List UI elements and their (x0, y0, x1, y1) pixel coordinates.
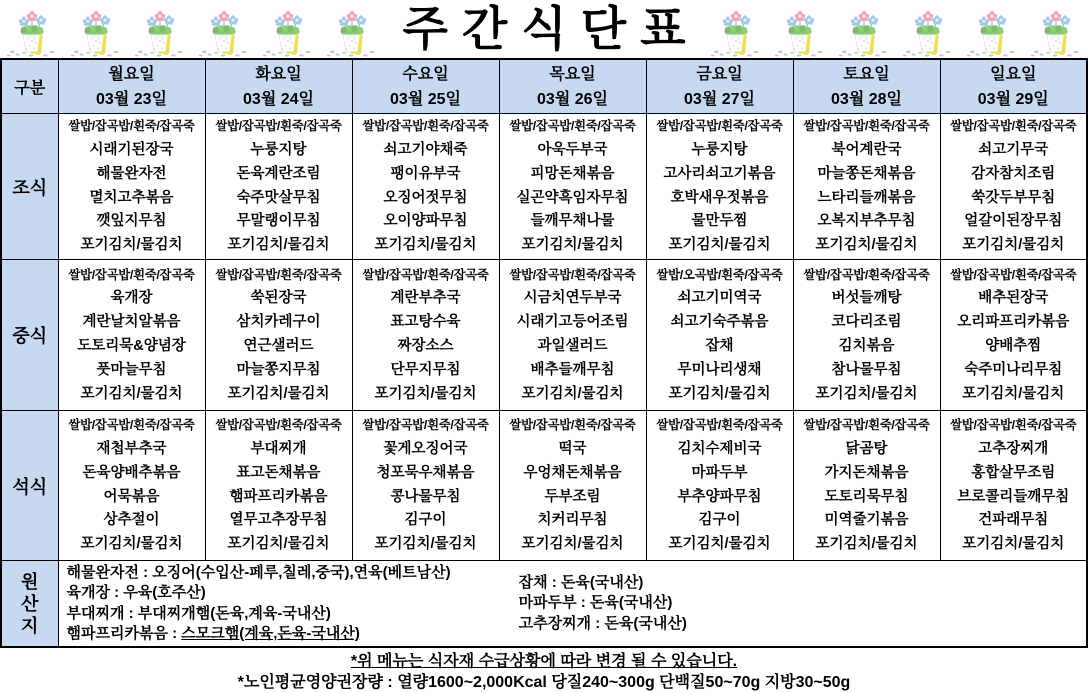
day-header-5 (646, 59, 793, 114)
menu-item: 오복지부추무침 (817, 213, 916, 230)
origin-label-char: 산 (21, 593, 39, 614)
menu-item: 재첩부추국 (96, 440, 167, 457)
corner-header: 구분 (1, 59, 58, 114)
menu-item: 육개장 (110, 290, 153, 307)
menu-item: 김구이 (404, 512, 447, 529)
menu-item: 코다리조림 (831, 314, 902, 331)
menu-item: 쇠고기숙주볶음 (670, 314, 769, 331)
menu-item: 쌀밥/잡곡밥/흰죽/잡곡죽 (362, 418, 489, 433)
menu-cell-dinner-day6 (793, 411, 940, 561)
menu-item: 멸치고추볶음 (89, 189, 174, 206)
menu-item: 포기김치/물김치 (962, 237, 1065, 254)
origin-item: 육개장 : 우육(호주산) (66, 584, 206, 601)
origin-row (1, 561, 1087, 648)
flower-pot-icon (709, 8, 763, 58)
menu-cell-breakfast-day2 (205, 114, 352, 260)
flower-pot-icon (133, 8, 187, 58)
menu-item: 건파래무침 (978, 512, 1049, 529)
menu-item: 쌀밥/잡곡밥/흰죽/잡곡죽 (68, 418, 195, 433)
menu-item: 쑥갓두부무침 (971, 189, 1056, 206)
menu-item: 쌀밥/잡곡밥/흰죽/잡곡죽 (68, 119, 195, 134)
menu-item: 연근샐러드 (243, 338, 314, 354)
origin-item: 해물완자전 : 오징어(수입산-페루,칠레,중국),연육(베트남산) (66, 563, 451, 581)
menu-item: 돈육양배추볶음 (82, 464, 181, 481)
menu-item: 포기김치/물김치 (962, 536, 1065, 553)
menu-item: 쌀밥/잡곡밥/흰죽/잡곡죽 (950, 418, 1077, 433)
menu-item: 홍합살무조림 (971, 464, 1056, 481)
menu-item: 쌀밥/잡곡밥/흰죽/잡곡죽 (950, 267, 1077, 282)
menu-item: 포기김치/물김치 (374, 237, 477, 254)
menu-item: 들깨무채나물 (530, 213, 615, 230)
menu-item: 풋마늘무침 (96, 361, 167, 378)
menu-item: 포기김치/물김치 (227, 385, 330, 402)
menu-item: 잡채 (705, 338, 734, 354)
menu-item: 미역줄기볶음 (824, 512, 909, 529)
flower-pot (900, 4, 956, 58)
menu-item: 누룽지탕 (250, 141, 307, 158)
flower-pot (964, 4, 1020, 58)
menu-item: 포기김치/물김치 (962, 385, 1065, 402)
menu-item: 시금치연두부국 (523, 290, 622, 307)
footer-note-nutrition: *노인평균영양권장량 : 열량1600~2,000Kcal 당질240~300g 단백질50~70g 지방30~50g (237, 674, 851, 691)
menu-item: 포기김치/물김치 (668, 237, 771, 254)
origin-item: 마파두부 : 돈육(국내산) (518, 594, 673, 612)
menu-item: 어묵볶음 (103, 488, 160, 505)
menu-item: 북어계란국 (831, 141, 902, 158)
day-date: 03월 28일 (831, 91, 902, 108)
menu-item: 느타리들깨볶음 (817, 189, 916, 206)
menu-cell-lunch-day1 (58, 260, 205, 411)
top-decoration-band (0, 0, 1088, 58)
menu-item: 쌀밥/잡곡밥/흰죽/잡곡죽 (215, 119, 342, 134)
menu-item: 상추절이 (103, 512, 160, 529)
menu-cell-lunch-day2 (205, 260, 352, 411)
menu-item: 참나물무침 (831, 361, 902, 378)
row-label-lunch: 중식 (1, 260, 58, 411)
flower-pot-icon (5, 8, 59, 58)
origin-label-char: 원 (21, 571, 39, 592)
flower-pot (4, 4, 60, 58)
day-header-3 (352, 59, 499, 114)
flower-pot-icon (325, 8, 379, 58)
menu-item: 가지돈채볶음 (824, 464, 909, 481)
meal-row-breakfast (1, 114, 1087, 260)
menu-item: 쌀밥/잡곡밥/흰죽/잡곡죽 (215, 418, 342, 433)
menu-item: 떡국 (558, 440, 587, 457)
menu-item: 실곤약흑임자무침 (516, 189, 629, 206)
page-title: 주간식단표 (402, 2, 700, 55)
menu-item: 김구이 (698, 512, 741, 529)
flower-pot-icon (837, 8, 891, 58)
menu-item: 표고돈채볶음 (236, 464, 321, 481)
menu-item: 도토리묵무침 (824, 488, 909, 505)
flower-pot (772, 4, 828, 58)
menu-item: 무미나리생채 (677, 361, 762, 378)
menu-item: 과일샐러드 (537, 338, 608, 354)
menu-item: 포기김치/물김치 (668, 536, 771, 553)
origin-content (58, 561, 1087, 648)
menu-item: 우엉채돈채볶음 (523, 464, 622, 481)
flower-pot-icon (69, 8, 123, 58)
menu-item: 햄파프리카볶음 (229, 488, 328, 505)
menu-item: 두부조림 (544, 488, 601, 505)
menu-item: 단무지무침 (390, 361, 461, 378)
menu-item: 쌀밥/잡곡밥/흰죽/잡곡죽 (509, 267, 636, 282)
flower-pot-icon (773, 8, 827, 58)
menu-item: 쌀밥/잡곡밥/흰죽/잡곡죽 (509, 418, 636, 433)
menu-item: 포기김치/물김치 (80, 536, 183, 553)
menu-item: 치커리무침 (537, 512, 608, 529)
menu-item: 부추양파무침 (677, 488, 762, 505)
day-name: 일요일 (990, 66, 1037, 83)
menu-item: 누룽지탕 (691, 141, 748, 158)
origin-item: 고추장찌개 : 돈육(국내산) (518, 614, 687, 632)
menu-item: 김치볶음 (838, 338, 895, 354)
menu-item: 포기김치/물김치 (815, 385, 918, 402)
menu-cell-breakfast-day5 (646, 114, 793, 260)
menu-cell-lunch-day7 (940, 260, 1087, 411)
day-date: 03월 26일 (537, 91, 608, 108)
day-header-2 (205, 59, 352, 114)
weekly-menu-table (0, 58, 1088, 648)
menu-item: 쌀밥/잡곡밥/흰죽/잡곡죽 (362, 119, 489, 134)
menu-item: 포기김치/물김치 (668, 385, 771, 402)
menu-item: 숙주미나리무침 (964, 361, 1063, 378)
menu-item: 오리파프리카볶음 (957, 314, 1070, 331)
menu-cell-breakfast-day6 (793, 114, 940, 260)
menu-item: 브로콜리들깨무침 (957, 488, 1070, 505)
menu-item: 배추들깨무침 (530, 361, 615, 378)
day-name: 월요일 (108, 66, 155, 83)
menu-item: 쌀밥/잡곡밥/흰죽/잡곡죽 (656, 119, 783, 134)
menu-item: 김치수제비국 (677, 440, 762, 457)
menu-item: 열무고추장무침 (229, 512, 328, 529)
origin-label-char: 지 (21, 615, 39, 636)
flower-pot (196, 4, 252, 58)
menu-item: 포기김치/물김치 (80, 385, 183, 402)
menu-item: 오징어젓무침 (383, 189, 468, 206)
menu-item: 마파두부 (691, 464, 748, 481)
menu-item: 포기김치/물김치 (227, 536, 330, 553)
meal-row-lunch (1, 260, 1087, 411)
flower-pot (1028, 4, 1084, 58)
menu-item: 쌀밥/잡곡밥/흰죽/잡곡죽 (950, 119, 1077, 134)
origin-list-right (519, 573, 1086, 635)
menu-cell-dinner-day1 (58, 411, 205, 561)
header-row (1, 59, 1087, 114)
menu-item: 콩나물무침 (390, 488, 461, 505)
menu-item: 포기김치/물김치 (521, 385, 624, 402)
menu-cell-lunch-day3 (352, 260, 499, 411)
menu-item: 계란날치알볶음 (82, 314, 181, 331)
footer-notes (0, 648, 1088, 693)
menu-item: 배추된장국 (978, 290, 1049, 307)
menu-cell-breakfast-day1 (58, 114, 205, 260)
menu-item: 쌀밥/잡곡밥/흰죽/잡곡죽 (803, 119, 930, 134)
menu-item: 포기김치/물김치 (521, 536, 624, 553)
menu-item: 포기김치/물김치 (815, 237, 918, 254)
menu-cell-breakfast-day4 (499, 114, 646, 260)
menu-item: 표고탕수육 (390, 314, 461, 331)
menu-item: 고사리쇠고기볶음 (663, 165, 776, 182)
menu-item: 호박새우젓볶음 (670, 189, 769, 206)
menu-item: 쌀밥/잡곡밥/흰죽/잡곡죽 (803, 267, 930, 282)
menu-item: 숙주맛살무침 (236, 189, 321, 206)
menu-item: 포기김치/물김치 (374, 385, 477, 402)
day-date: 03월 23일 (96, 91, 167, 108)
menu-item: 계란부추국 (390, 290, 461, 307)
menu-item: 시래기된장국 (89, 141, 174, 158)
day-name: 토요일 (843, 66, 890, 83)
menu-item: 감자참치조림 (971, 165, 1056, 182)
menu-item: 쌀밥/잡곡밥/흰죽/잡곡죽 (509, 119, 636, 134)
menu-cell-lunch-day6 (793, 260, 940, 411)
menu-item: 닭곰탕 (845, 440, 888, 457)
flower-pots-right (704, 0, 1088, 58)
flower-pot-icon (261, 8, 315, 58)
day-header-7 (940, 59, 1087, 114)
menu-item: 쌀밥/잡곡밥/흰죽/잡곡죽 (215, 267, 342, 282)
meal-row-dinner (1, 411, 1087, 561)
menu-item: 부대찌개 (250, 440, 307, 457)
menu-item: 아욱두부국 (537, 141, 608, 158)
menu-cell-breakfast-day3 (352, 114, 499, 260)
day-header-1 (58, 59, 205, 114)
day-header-6 (793, 59, 940, 114)
flower-pots-left (0, 0, 385, 58)
menu-item: 짜장소스 (397, 338, 454, 354)
menu-item: 포기김치/물김치 (374, 536, 477, 553)
menu-item: 고추장찌개 (978, 440, 1049, 457)
menu-item: 피망돈채볶음 (530, 165, 615, 182)
flower-pot (132, 4, 188, 58)
day-date: 03월 29일 (977, 91, 1049, 108)
day-name: 수요일 (402, 66, 449, 83)
day-date: 03월 27일 (684, 91, 755, 108)
menu-item: 물만두찜 (691, 213, 748, 230)
menu-cell-dinner-day2 (205, 411, 352, 561)
menu-item: 쌀밥/잡곡밥/흰죽/잡곡죽 (803, 418, 930, 433)
flower-pot-icon (901, 8, 955, 58)
origin-item-underlined: 스모크햄(계육,돈육-국내산) (181, 625, 360, 642)
menu-item: 쇠고기미역국 (677, 290, 762, 307)
day-header-4 (499, 59, 646, 114)
menu-cell-lunch-day5 (646, 260, 793, 411)
day-name: 목요일 (549, 66, 596, 83)
menu-item: 쇠고기무국 (978, 141, 1049, 158)
menu-item: 버섯들깨탕 (831, 290, 902, 307)
origin-item: 잡채 : 돈육(국내산) (518, 573, 644, 591)
flower-pot (324, 4, 380, 58)
menu-item: 쌀밥/잡곡밥/흰죽/잡곡죽 (362, 267, 489, 282)
menu-item: 쑥된장국 (250, 290, 307, 307)
menu-item: 청포묵우채볶음 (376, 464, 475, 481)
menu-item: 깻잎지무침 (96, 213, 167, 230)
menu-item: 팽이유부국 (390, 165, 461, 182)
footer-note-change: *위 메뉴는 식자재 수급상황에 따라 변경 될 수 있습니다. (350, 653, 738, 670)
menu-item: 쌀밥/오곡밥/흰죽/잡곡죽 (656, 267, 783, 282)
menu-item: 포기김치/물김치 (227, 237, 330, 254)
menu-item: 쇠고기야채죽 (383, 141, 468, 158)
menu-item: 시래기고등어조림 (516, 314, 629, 331)
menu-item: 양배추찜 (985, 338, 1042, 354)
menu-item: 마늘쫑돈채볶음 (817, 165, 916, 182)
menu-item: 무말랭이무침 (236, 213, 321, 230)
origin-list-left (59, 563, 519, 645)
menu-item: 포기김치/물김치 (521, 237, 624, 254)
origin-item: 햄파프리카볶음 : 스모크햄(계육,돈육-국내산) (66, 625, 360, 642)
day-date: 03월 24일 (243, 91, 314, 108)
menu-item: 도토리묵&양념장 (77, 338, 186, 354)
menu-item: 포기김치/물김치 (815, 536, 918, 553)
menu-item: 쌀밥/잡곡밥/흰죽/잡곡죽 (68, 267, 195, 282)
menu-item: 꽃게오징어국 (383, 440, 468, 457)
row-label-breakfast: 조식 (1, 114, 58, 260)
menu-item: 돈육계란조림 (236, 165, 321, 182)
menu-cell-breakfast-day7 (940, 114, 1087, 260)
menu-item: 얼갈이된장무침 (964, 213, 1063, 230)
menu-cell-dinner-day3 (352, 411, 499, 561)
flower-pot (836, 4, 892, 58)
menu-item: 삼치카레구이 (236, 314, 321, 331)
menu-cell-lunch-day4 (499, 260, 646, 411)
menu-cell-dinner-day4 (499, 411, 646, 561)
menu-item: 오이양파무침 (383, 213, 468, 230)
day-date: 03월 25일 (390, 91, 461, 108)
row-label-origin (1, 561, 58, 648)
day-name: 화요일 (255, 66, 302, 83)
flower-pot-icon (197, 8, 251, 58)
flower-pot-icon (1029, 8, 1083, 58)
menu-cell-dinner-day7 (940, 411, 1087, 561)
origin-item: 부대찌개 : 부대찌개햄(돈육,계육-국내산) (66, 604, 331, 622)
menu-item: 포기김치/물김치 (80, 237, 183, 254)
flower-pot (260, 4, 316, 58)
row-label-dinner: 석식 (1, 411, 58, 561)
menu-item: 쌀밥/잡곡밥/흰죽/잡곡죽 (656, 418, 783, 433)
menu-item: 마늘쫑지무침 (236, 361, 321, 378)
flower-pot (708, 4, 764, 58)
day-name: 금요일 (696, 66, 743, 83)
flower-pot (68, 4, 124, 58)
menu-item: 해물완자전 (96, 165, 167, 182)
flower-pot-icon (965, 8, 1019, 58)
menu-cell-dinner-day5 (646, 411, 793, 561)
